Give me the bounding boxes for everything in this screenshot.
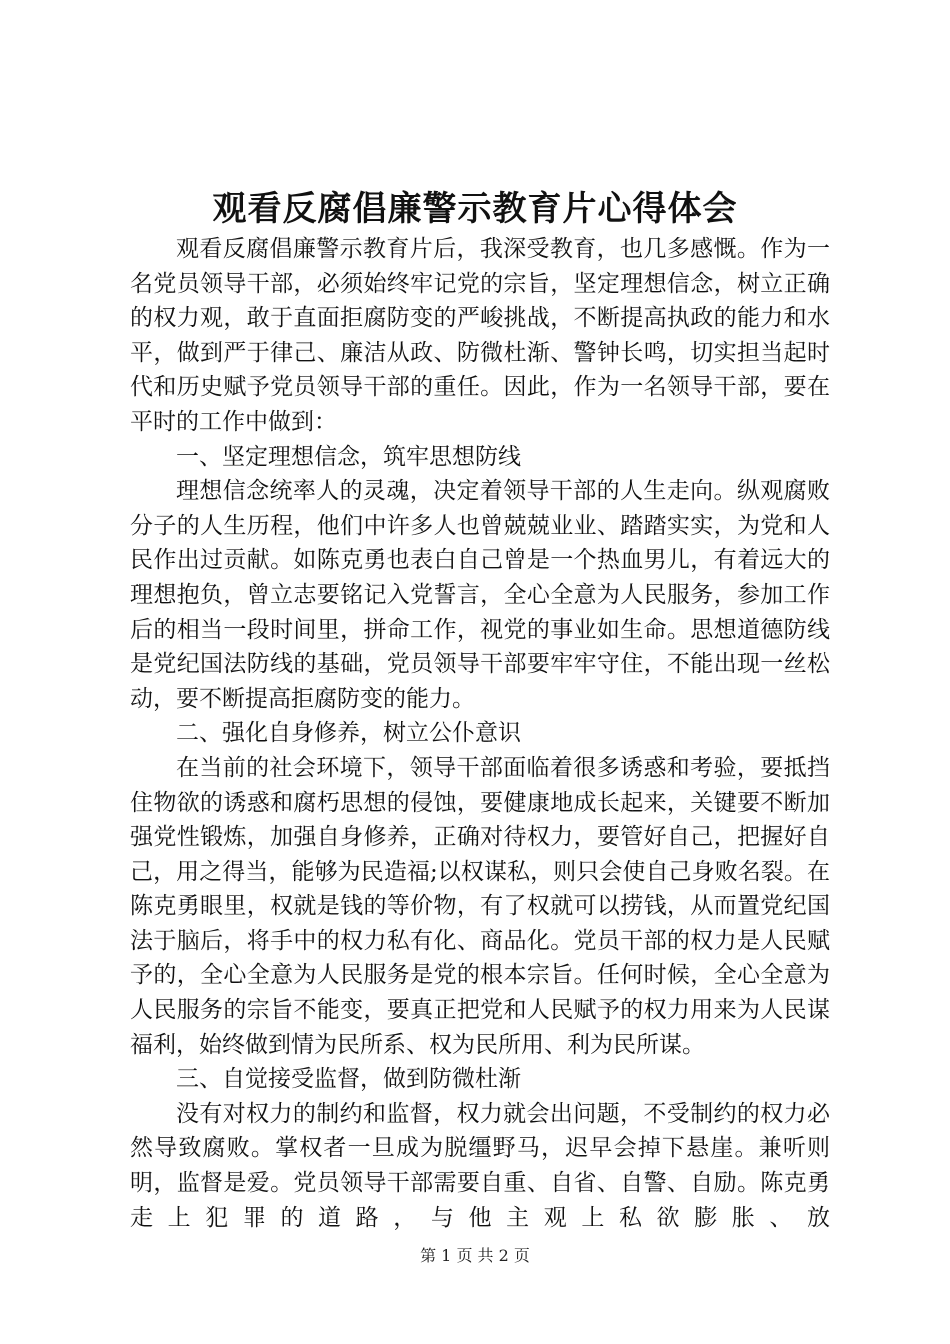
document-title: 观看反腐倡廉警示教育片心得体会 — [212, 189, 738, 229]
document-body — [130, 232, 830, 1235]
page-footer: 第 1 页 共 2 页 — [420, 1246, 530, 1265]
paragraph-section-2: 在当前的社会环境下，领导干部面临着很多诱惑和考验，要抵挡住物欲的诱惑和腐朽思想的侵蚀，要健康地成长起来，关键要不断加强党性锻炼，加强自身修养，正确对待权力，要管好自己，把握好自己，用之得当，能够为民造福;以权谋私，则只会使自己身败名裂。在陈克勇眼里，权就是钱的等价物，有了权就可以捞钱，从而置党纪国法于脑后，将手中的权力私有化、商品化。党员干部的权力是人民赋予的，全心全意为人民服务是党的根本宗旨。任何时候，全心全意为人民服务的宗旨不能变，要真正把党和人民赋予的权力用来为人民谋福利，始终做到情为民所系、权为民所用、利为民所谋。 — [130, 754, 830, 1058]
section-heading-2: 二、强化自身修养，树立公仆意识 — [176, 720, 521, 747]
paragraph-intro: 观看反腐倡廉警示教育片后，我深受教育，也几多感慨。作为一名党员领导干部，必须始终牢记党的宗旨，坚定理想信念，树立正确的权力观，敢于直面拒腐防变的严峻挑战，不断提高执政的能力和水平，做到严于律己、廉洁从政、防微杜渐、警钟长鸣，切实担当起时代和历史赋予党员领导干部的重任。因此，作为一名领导干部，要在平时的工作中做到： — [130, 236, 830, 435]
section-heading-1: 一、坚定理想信念，筑牢思想防线 — [176, 443, 521, 470]
paragraph-section-3: 没有对权力的制约和监督，权力就会出问题，不受制约的权力必然导致腐败。掌权者一旦成为脱缰野马，迟早会掉下悬崖。兼听则明，监督是爱。党员领导干部需要自重、自省、自警、自励。陈克勇走上犯罪的道路，与他主观上私欲膨胀、放 — [130, 1100, 830, 1231]
paragraph-section-1: 理想信念统率人的灵魂，决定着领导干部的人生走向。纵观腐败分子的人生历程，他们中许多人也曾兢兢业业、踏踏实实，为党和人民作出过贡献。如陈克勇也表白自己曾是一个热血男儿，有着远大的理想抱负，曾立志要铭记入党誓言，全心全意为人民服务，参加工作后的相当一段时间里，拼命工作，视党的事业如生命。思想道德防线是党纪国法防线的基础，党员领导干部要牢牢守住，不能出现一丝松动，要不断提高拒腐防变的能力。 — [130, 478, 830, 712]
section-heading-3: 三、自觉接受监督，做到防微杜渐 — [176, 1066, 521, 1093]
